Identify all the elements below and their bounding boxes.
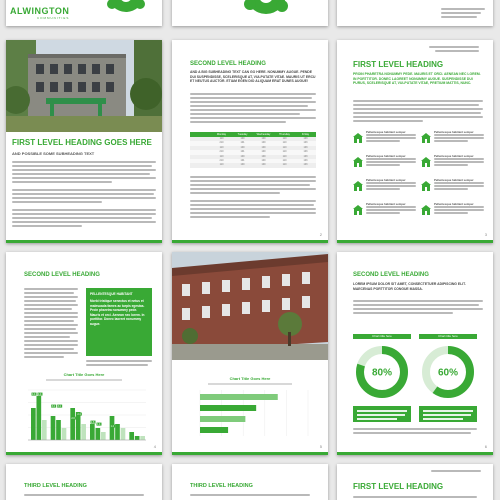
page-a-heading: FIRST LEVEL HEADING GOES HERE bbox=[12, 138, 152, 147]
bar bbox=[200, 427, 228, 433]
page-c-heading: FIRST LEVEL HEADING bbox=[353, 60, 444, 69]
table-cell: 100 bbox=[261, 150, 266, 154]
table-cell: 100 bbox=[261, 141, 266, 145]
brand-tagline: COMMUNITIES bbox=[37, 16, 70, 20]
bar bbox=[51, 416, 56, 440]
table-cell: 110 bbox=[219, 154, 224, 158]
bar bbox=[110, 416, 115, 440]
table-cell: 101 bbox=[240, 150, 245, 154]
table-header-cell: Friday bbox=[301, 133, 310, 136]
page-b-heading: SECOND LEVEL HEADING bbox=[190, 61, 266, 67]
bar bbox=[115, 424, 120, 440]
page-f-lead: LOREM IPSUM DOLOR SIT AMET, CONSECTETUER ADIPISCING ELIT. MAECENAS PORTTITOR CONGUE MASSA. bbox=[353, 282, 466, 291]
bar bbox=[101, 432, 106, 440]
table-cell: 110 bbox=[282, 137, 287, 140]
table-cell: 100 bbox=[240, 145, 245, 149]
table-cell: 110 bbox=[282, 158, 287, 162]
callout-box bbox=[86, 288, 152, 356]
page-d: SECOND LEVEL HEADING PELLENTESQUE HABITANT Morbi tristique senectus et netus et malesuada fames ac turpis egestas. Proin pharetra nonummy pede. Mauris et orci. Aenean nec lorem. In porttitor. Donec laoreet nonummy augue. Chart Title Goes Here 4.4 4.4 3.2 3.2 2.0 2.4 1.6 1.4 1.2 4 bbox=[6, 252, 162, 455]
row4-mid-heading: THIRD LEVEL HEADING bbox=[190, 483, 253, 489]
house-icon bbox=[353, 202, 363, 212]
table-cell: 110 bbox=[282, 150, 287, 154]
page-e: Chart Title Goes Here 5 bbox=[172, 252, 328, 455]
table-cell: 210 bbox=[219, 158, 224, 162]
building-icon bbox=[353, 154, 363, 164]
table-row bbox=[190, 163, 316, 167]
leaf-graphic bbox=[96, 0, 156, 18]
bar bbox=[95, 428, 100, 440]
bar bbox=[135, 436, 140, 440]
table-cell: 100 bbox=[261, 145, 266, 149]
chart-icon bbox=[353, 178, 363, 188]
table-cell: 210 bbox=[219, 150, 224, 154]
table-header-cell: Wednesday bbox=[256, 133, 271, 136]
page-c: FIRST LEVEL HEADING PROIN PHARETRA NONUMMY PEDE. MAURIS ET ORCI. AENEAN NEC LOREM. IN PORTTITOR. DONEC LAOREET NONUMMY AUGUE. SUSPENDISSE DUI PURUS, SCELERISQUE AT, VULPUTATE VITAE, PRETIUM MATTIS, NUNC. Pellentesque habitant semper Pellentesque habitant semper Pellentesque habitant semper Pellentesque habitant semper Pellentesque habitant semper Pellentesque habitant semper Pellentesque habitant semper Pellentesque habitant semper 3 bbox=[337, 40, 493, 243]
table-cell: 103 bbox=[303, 145, 308, 149]
bar bbox=[31, 408, 36, 440]
chart-title: Chart Title Goes Here bbox=[63, 372, 105, 377]
donut-center-label: 80% bbox=[371, 367, 393, 379]
table-cell: 101 bbox=[240, 158, 245, 162]
bar bbox=[42, 420, 47, 440]
data-label: 4.4 bbox=[38, 393, 42, 396]
table-cell: 110 bbox=[219, 137, 224, 140]
legend-strip bbox=[208, 383, 292, 385]
row4-left-heading: THIRD LEVEL HEADING bbox=[24, 483, 87, 489]
brand-logo bbox=[10, 6, 69, 20]
callout-title: PELLENTESQUE HABITANT bbox=[90, 292, 133, 296]
people-icon bbox=[353, 130, 363, 140]
chart-title: Chart Title Goes Here bbox=[229, 376, 271, 381]
bar bbox=[121, 428, 126, 440]
donut-center-label: 60% bbox=[437, 367, 459, 379]
page-top-middle bbox=[172, 0, 328, 26]
page-bottom-right bbox=[337, 464, 493, 500]
table-cell: 100 bbox=[240, 163, 245, 167]
page-d-heading: SECOND LEVEL HEADING bbox=[24, 272, 100, 278]
icon-item-title: Pellentesque habitant semper bbox=[366, 130, 406, 134]
page-b: SECOND LEVEL HEADING AND A BIG SUBHEADING TEXT CAN GO HERE. NONUMMY AUGUE. PENDE DUI SUSPENDISSE, SCELERISQUE AT, VULPUTATE VITAE. MAURIS UT ERCU ET NEUTUS AUCTOR. ETIAM EGEN DIO ALIQUAM ERAT DUNES AUGUE! Monday Tuesday Wednesday Thursday Friday 110 100 100 110 103 210 101 100 110 103 110 100 100 110 103 210 101 100 110 103 110 100 100 110 103 210 101 100 110 103 110 100 100 110 103 2 bbox=[172, 40, 328, 243]
data-label: 1.2 bbox=[110, 425, 114, 428]
horizontal-bar-chart bbox=[194, 390, 312, 440]
data-table bbox=[190, 132, 316, 168]
table-cell: 100 bbox=[240, 154, 245, 158]
bar bbox=[200, 394, 278, 400]
page-f-heading: SECOND LEVEL HEADING bbox=[353, 272, 429, 278]
table-header-cell: Thursday bbox=[279, 133, 290, 136]
icon-item-title: Pellentesque habitant semper bbox=[366, 178, 406, 182]
bar bbox=[81, 424, 86, 440]
bar bbox=[36, 396, 41, 440]
table-cell: 210 bbox=[219, 141, 224, 145]
table-cell: 103 bbox=[303, 150, 308, 154]
page-a-subheading: AND POSSIBLE SOME SUBHEADING TEXT bbox=[12, 151, 95, 156]
page-b-lead: AND A BIG SUBHEADING TEXT CAN GO HERE. NONUMMY AUGUE. PENDE DUI SUSPENDISSE, SCELERISQUE AT, VULPUTATE VITAE. MAURIS UT ERCU ET NEUTUS AUCTOR. ETIAM EGEN DIO ALIQUAM ERAT DUNES AUGUE! bbox=[190, 70, 316, 84]
donut-chart-left bbox=[354, 344, 410, 400]
table-cell: 103 bbox=[303, 158, 308, 162]
table-cell: 100 bbox=[261, 163, 266, 167]
table-cell: 101 bbox=[240, 141, 245, 145]
icon-item-title: Pellentesque habitant semper bbox=[366, 154, 406, 158]
page-c-lead: PROIN PHARETRA NONUMMY PEDE. MAURIS ET ORCI. AENEAN NEC LOREM. IN PORTTITOR. DONEC LAOREET NONUMMY AUGUE. SUSPENDISSE DUI PURUS, SCELERISQUE AT, VULPUTATE VITAE, PRETIUM MATTIS, NUNC. bbox=[353, 72, 481, 86]
page-bottom-left bbox=[6, 464, 162, 500]
leaf-graphic bbox=[242, 0, 302, 20]
bar bbox=[76, 412, 81, 440]
bar bbox=[200, 405, 256, 411]
table-cell: 103 bbox=[303, 137, 308, 140]
grouped-bar-chart bbox=[28, 384, 146, 444]
donut-title-left: Chart title here bbox=[353, 334, 411, 339]
table-cell: 100 bbox=[261, 158, 266, 162]
townhouse-photo bbox=[172, 252, 328, 360]
table-cell: 103 bbox=[303, 163, 308, 167]
table-cell: 110 bbox=[282, 163, 287, 167]
bar bbox=[70, 408, 75, 440]
brand-name: ALWINGTON bbox=[10, 6, 70, 16]
row4-right-heading: FIRST LEVEL HEADING bbox=[353, 482, 444, 491]
table-cell: 110 bbox=[282, 145, 287, 149]
building-icon bbox=[421, 154, 431, 164]
donut-title-right: Chart title here bbox=[419, 334, 477, 339]
bar bbox=[200, 416, 245, 422]
table-cell: 103 bbox=[303, 141, 308, 145]
table-cell: 100 bbox=[261, 154, 266, 158]
donut-chart-right bbox=[420, 344, 476, 400]
table-cell: 110 bbox=[219, 145, 224, 149]
page-top-right bbox=[337, 0, 493, 26]
page-bottom-middle bbox=[172, 464, 328, 500]
house-icon bbox=[421, 202, 431, 212]
icon-item-title: Pellentesque habitant semper bbox=[434, 154, 474, 158]
icon-item-title: Pellentesque habitant semper bbox=[434, 202, 474, 206]
table-cell: 110 bbox=[282, 141, 287, 145]
bar bbox=[62, 428, 67, 440]
page-f: SECOND LEVEL HEADING LOREM IPSUM DOLOR SIT AMET, CONSECTETUER ADIPISCING ELIT. MAECENAS PORTTITOR CONGUE MASSA. Chart title here Chart title here 80% 60% 6 bbox=[337, 252, 493, 455]
table-cell: 100 bbox=[240, 137, 245, 140]
table-cell: 103 bbox=[303, 154, 308, 158]
building-photo bbox=[6, 40, 162, 132]
data-label: 1.4 bbox=[97, 423, 101, 426]
data-label: 2.4 bbox=[77, 413, 81, 416]
bar bbox=[140, 436, 145, 440]
page-top-left bbox=[6, 0, 162, 26]
data-label: 1.6 bbox=[91, 421, 95, 424]
table-body bbox=[190, 137, 316, 168]
bar bbox=[56, 420, 61, 440]
data-label: 4.4 bbox=[32, 393, 36, 396]
table-header-cell: Monday bbox=[216, 133, 227, 136]
data-label: 2.0 bbox=[71, 417, 75, 420]
page-a bbox=[6, 40, 162, 243]
table-cell: 110 bbox=[282, 154, 287, 158]
icon-item-title: Pellentesque habitant semper bbox=[366, 202, 406, 206]
icon-item-title: Pellentesque habitant semper bbox=[434, 178, 474, 182]
people-icon bbox=[421, 130, 431, 140]
table-cell: 100 bbox=[261, 137, 266, 140]
bar bbox=[90, 424, 95, 440]
data-label: 3.2 bbox=[51, 405, 55, 408]
legend-strip bbox=[46, 379, 122, 381]
callout-text: Morbi tristique senectus et netus et malesuada fames ac turpis egestas. Proin pharetra nonummy pede. Mauris et orci. Aenean nec lorem. In porttitor. Donec laoreet nonummy augue. bbox=[90, 299, 145, 326]
bar bbox=[129, 432, 134, 440]
table-cell: 110 bbox=[219, 163, 224, 167]
table-header-cell: Tuesday bbox=[237, 133, 248, 136]
data-label: 3.2 bbox=[57, 405, 61, 408]
chart-icon bbox=[421, 178, 431, 188]
icon-item-title: Pellentesque habitant semper bbox=[434, 130, 474, 134]
